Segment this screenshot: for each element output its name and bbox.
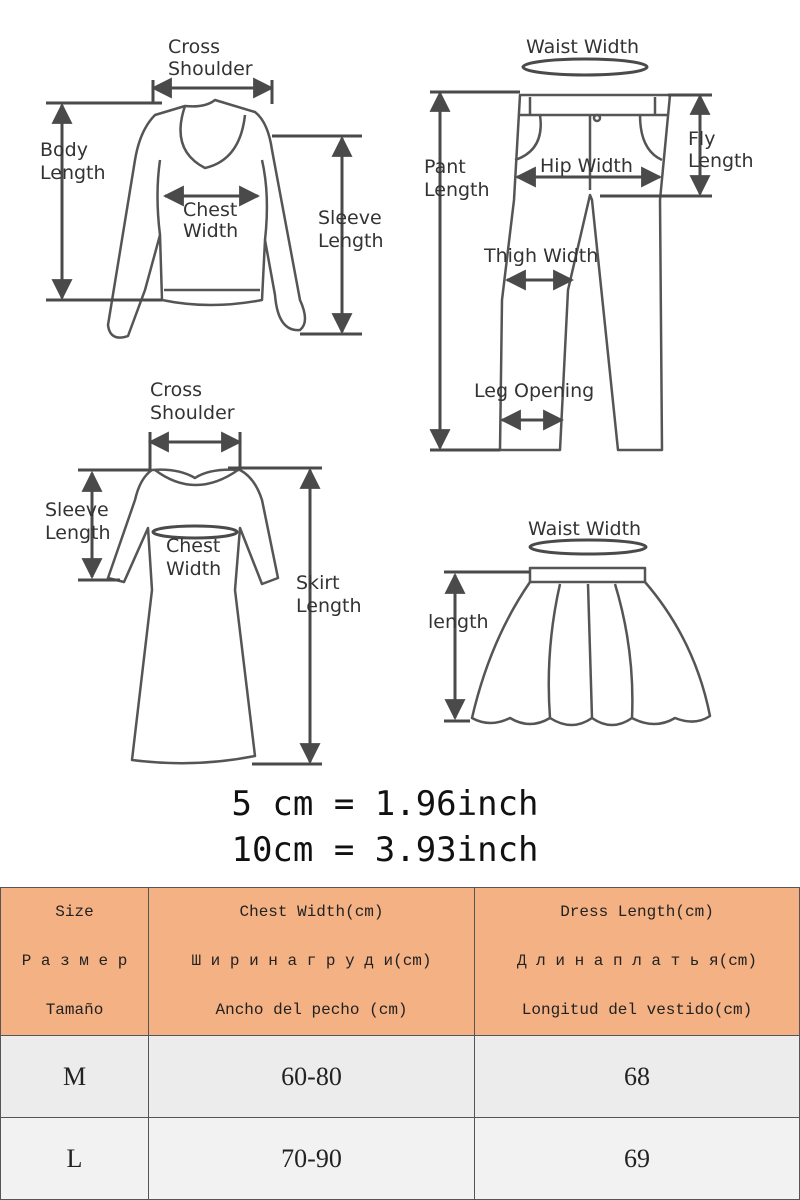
shirt-body-length-label: Body [40, 139, 88, 161]
shirt-body-length-label-2: Length [40, 162, 106, 184]
shirt-cross-shoulder-label: Cross [168, 36, 221, 58]
table-row [1, 1118, 800, 1200]
dress-skirt-length-label-2: Length [296, 595, 362, 617]
dress-measure-lines [78, 432, 322, 764]
header-length-es: Longitud del vestido(cm) [521, 1001, 753, 1019]
skirt-length-label: length [428, 611, 489, 633]
shirt-sleeve-length-label: Sleeve [318, 207, 382, 229]
size-table [0, 887, 800, 1200]
shirt-sleeve-length-label-2: Length [318, 230, 384, 252]
pants-pant-length-label-2: Length [424, 179, 490, 201]
header-chest-ru: Ш и р и н а г р у д и(cm) [191, 952, 432, 970]
dress-skirt-length-label: Skirt [296, 572, 340, 594]
header-chest-width [149, 888, 475, 1036]
skirt-labels [428, 518, 641, 633]
dress-chest-width-label: Chest [166, 535, 221, 557]
header-dress-length [475, 888, 800, 1036]
pants-leg-opening-label: Leg Opening [474, 380, 595, 402]
header-length-ru: Д л и н а п л а т ь я(cm) [516, 952, 758, 970]
skirt-waist-width-label: Waist Width [528, 518, 642, 540]
skirt-illustration [472, 568, 710, 725]
header-size-es: Tamaño [45, 1001, 104, 1019]
dress-cross-shoulder-label-2: Shoulder [150, 402, 235, 424]
cell-size: M [1, 1036, 149, 1118]
shirt-labels [40, 36, 384, 252]
cell-size: L [1, 1118, 149, 1200]
header-size-en: Size [55, 903, 94, 921]
header-chest-en: Chest Width(cm) [239, 903, 384, 921]
size-table-header [1, 888, 800, 1036]
shirt-chest-width-label: Chest [183, 199, 238, 221]
header-chest-es: Ancho del pecho (cm) [215, 1001, 408, 1019]
pants-hip-width-label: Hip Width [540, 155, 633, 177]
conversion-line-10cm: 10cm = 3.93inch [231, 830, 539, 870]
header-length-en: Dress Length(cm) [560, 903, 714, 921]
dress-illustration [108, 470, 278, 764]
header-size-ru: Р а з м е р [21, 952, 128, 970]
dress-sleeve-length-label-2: Length [45, 522, 111, 544]
table-row [1, 1036, 800, 1118]
pants-thigh-width-label: Thigh Width [484, 245, 599, 267]
cell-length: 68 [475, 1036, 800, 1118]
shirt-cross-shoulder-label-2: Shoulder [168, 58, 253, 80]
pants-pant-length-label: Pant [424, 156, 466, 178]
pants-waist-width-label: Waist Width [526, 36, 640, 58]
dress-chest-width-label-2: Width [166, 558, 222, 580]
shirt-chest-width-label-2: Width [183, 220, 239, 242]
conversion-line-5cm: 5 cm = 1.96inch [231, 784, 539, 824]
pants-fly-length-label-2: Length [688, 150, 754, 172]
cell-length: 69 [475, 1118, 800, 1200]
cell-chest: 70-90 [149, 1118, 475, 1200]
pants-fly-length-label: Fly [688, 128, 716, 150]
cell-chest: 60-80 [149, 1036, 475, 1118]
dress-cross-shoulder-label: Cross [150, 379, 203, 401]
header-size [1, 888, 149, 1036]
dress-sleeve-length-label: Sleeve [45, 499, 109, 521]
